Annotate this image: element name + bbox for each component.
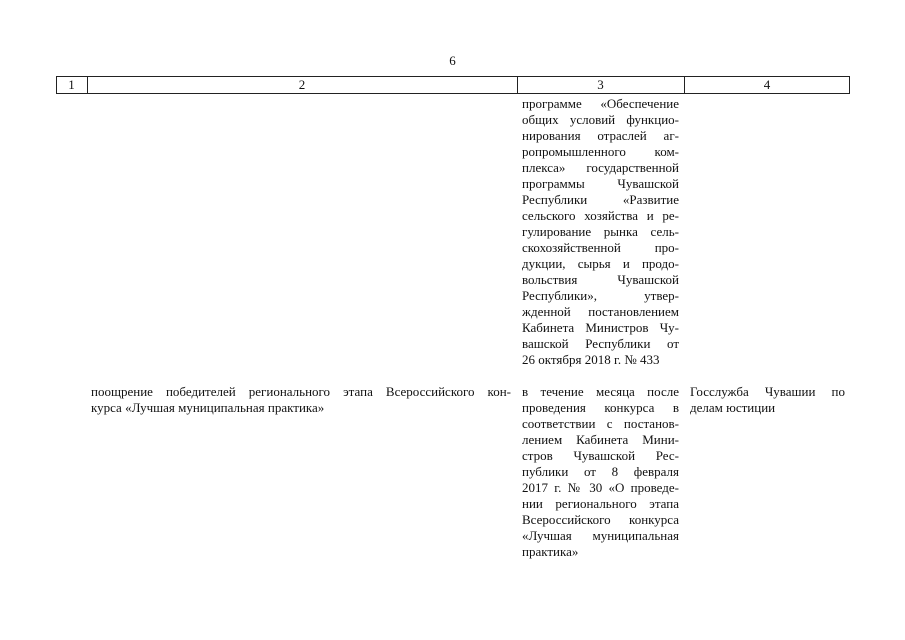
- cell-text-line: ропромышленного ком-: [522, 144, 679, 159]
- table-header-row: [56, 76, 850, 94]
- cell-text-line: дукции, сырья и продо-: [522, 256, 679, 271]
- cell-text-line: вольствия Чувашской: [522, 272, 679, 287]
- table-row-1-col3: [522, 96, 679, 368]
- column-divider: [849, 77, 850, 93]
- cell-text-line: нирования отраслей аг-: [522, 128, 679, 143]
- cell-text-line: плекса» государственной: [522, 160, 679, 175]
- header-col-2: 2: [298, 77, 306, 92]
- cell-text-line: программе «Обеспечение: [522, 96, 679, 111]
- cell-text-line: соответствии с постанов-: [522, 416, 679, 431]
- cell-text-line: поощрение победителей регионального этапа Всероссийского кон-: [91, 384, 511, 399]
- cell-text-line: Всероссийского конкурса: [522, 512, 679, 527]
- table-row-2-col3: [522, 384, 679, 560]
- cell-text-line: лением Кабинета Мини-: [522, 432, 679, 447]
- table-row-2-col4: [690, 384, 845, 416]
- cell-text-line: нии регионального этапа: [522, 496, 679, 511]
- cell-text-line: Республики», утвер-: [522, 288, 679, 303]
- cell-text-line: скохозяйственной про-: [522, 240, 679, 255]
- cell-text-line: Кабинета Министров Чу-: [522, 320, 679, 335]
- document-table: [56, 76, 850, 559]
- header-col-4: 4: [763, 77, 771, 92]
- cell-text-line: практика»: [522, 544, 579, 559]
- cell-text-line: Госслужба Чувашии по: [690, 384, 845, 399]
- cell-text-line: публики от 8 февраля: [522, 464, 679, 479]
- cell-text-line: проведения конкурса в: [522, 400, 679, 415]
- cell-text-line: «Лучшая муниципальная: [522, 528, 679, 543]
- cell-text-line: сельского хозяйства и ре-: [522, 208, 679, 223]
- cell-text-line: жденной постановлением: [522, 304, 679, 319]
- header-col-3: 3: [597, 77, 604, 92]
- cell-text-line: курса «Лучшая муниципальная практика»: [91, 400, 325, 415]
- table-row-2-col2: [91, 384, 511, 416]
- cell-text-line: делам юстиции: [690, 400, 776, 415]
- cell-text-line: 2017 г. № 30 «О проведе-: [522, 480, 679, 495]
- header-col-1: 1: [68, 77, 75, 92]
- cell-text-line: общих условий функцио-: [522, 112, 679, 127]
- cell-text-line: вашской Республики от: [522, 336, 679, 351]
- cell-text-line: в течение месяца после: [522, 384, 679, 399]
- cell-text-line: гулирование рынка сель-: [522, 224, 679, 239]
- cell-text-line: 26 октября 2018 г. № 433: [522, 352, 660, 367]
- page-number: 6: [449, 53, 456, 68]
- cell-text-line: Республики «Развитие: [522, 192, 679, 207]
- cell-text-line: программы Чувашской: [522, 176, 679, 191]
- cell-text-line: стров Чувашской Рес-: [522, 448, 679, 463]
